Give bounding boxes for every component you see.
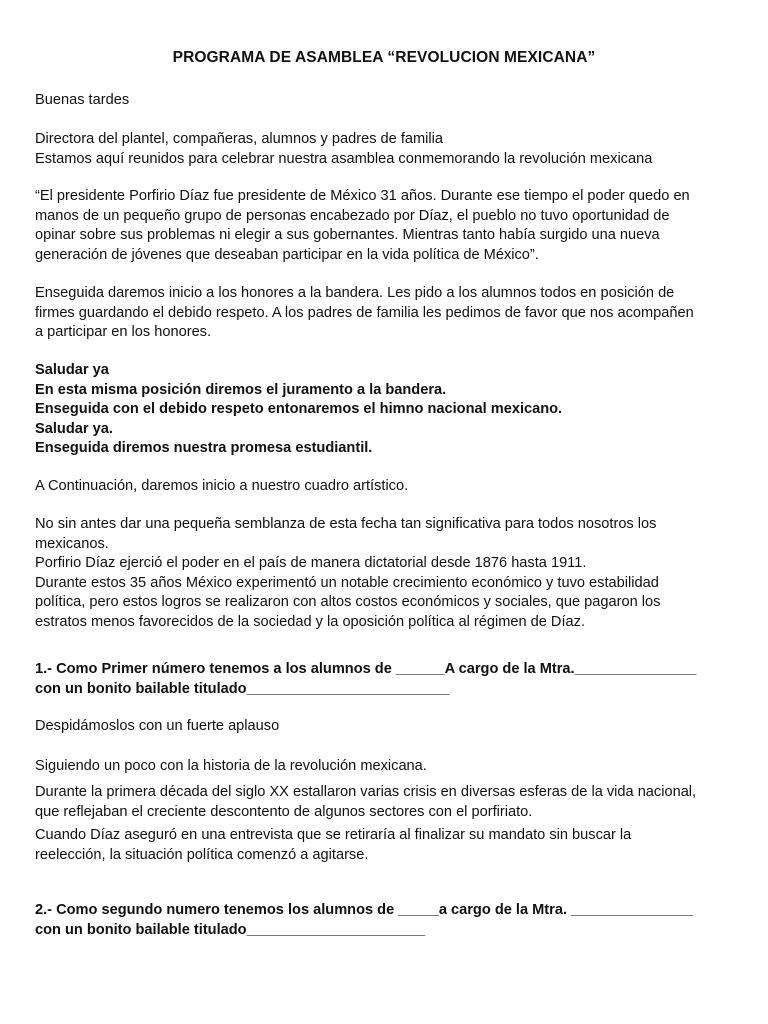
text-line: Despidámoslos con un fuerte aplauso: [35, 718, 280, 734]
text-line: Porfirio Díaz ejerció el poder en el país de manera dictatorial desde 1876 hasta 1911.: [35, 555, 587, 571]
text-line: a participar en los honores.: [35, 324, 212, 340]
semblance-paragraph: [35, 515, 735, 632]
text-line: 1.- Como Primer número tenemos a los alumnos de ______A cargo de la Mtra._______________: [35, 661, 697, 677]
text-line: firmes guardando el debido respeto. A los padres de familia les pedimos de favor que nos acompañen: [35, 304, 694, 321]
text-line: Cuando Díaz aseguró en una entrevista que se retiraría al finalizar su mandato sin buscar la: [35, 827, 632, 843]
history-paragraph-2: [35, 826, 735, 865]
greeting-line: Buenas tardes: [35, 92, 130, 108]
text-line: Directora del plantel, compañeras, alumnos y padres de familia: [35, 131, 444, 147]
command-line: Saludar ya: [35, 362, 109, 378]
honors-paragraph: [35, 284, 735, 343]
continuation-paragraph: [35, 477, 735, 497]
text-line: A Continuación, daremos inicio a nuestro cuadro artístico.: [35, 478, 409, 494]
commands-list: [35, 361, 735, 459]
command-line: En esta misma posición diremos el juramento a la bandera.: [35, 381, 447, 398]
text-line: Siguiendo un poco con la historia de la revolución mexicana.: [35, 758, 427, 774]
greeting: [35, 91, 735, 111]
text-line: “El presidente Porfirio Díaz fue presidente de México 31 años. Durante ese tiempo el poder quedo en: [35, 188, 690, 204]
text-line: política, pero estos logros se realizaron con altos costos económicos y sociales, que pagaron los: [35, 594, 661, 610]
text-line: con un bonito bailable titulado______________________: [35, 921, 426, 938]
text-line: opinar sobre sus problemas ni elegir a sus gobernantes. Mientras tanto había surgido una nueva: [35, 227, 660, 243]
text-line: generación de jóvenes que deseaban participar en la vida política de México”.: [35, 246, 539, 263]
command-line: Enseguida con el debido respeto entonaremos el himno nacional mexicano.: [35, 401, 563, 417]
history-intro: [35, 757, 735, 777]
text-line: mexicanos.: [35, 535, 109, 552]
program-number-2: [35, 901, 735, 940]
text-line: estratos menos favorecidos de la sociedad y la oposición política al régimen de Díaz.: [35, 613, 585, 630]
text-line: Enseguida daremos inicio a los honores a la bandera. Les pido a los alumnos todos en posición de: [35, 285, 675, 301]
command-line: Saludar ya.: [35, 420, 113, 437]
text-line: Durante estos 35 años México experimentó un notable crecimiento económico y tuvo estabilidad: [35, 574, 659, 591]
text-line: que reflejaban el creciente descontento de algunos sectores con el porfiriato.: [35, 803, 533, 820]
command-line: Enseguida diremos nuestra promesa estudiantil.: [35, 440, 373, 456]
text-line: No sin antes dar una pequeña semblanza de esta fecha tan significativa para todos nosotros los: [35, 516, 657, 532]
program-number-1: [35, 660, 735, 699]
page-title: PROGRAMA DE ASAMBLEA “REVOLUCION MEXICANA”: [172, 49, 596, 66]
text-line: manos de un pequeño grupo de personas encabezado por Díaz, el pueblo no tuvo oportunidad de: [35, 207, 670, 224]
intro-paragraph: [35, 130, 735, 169]
text-line: reelección, la situación política comenzó a agitarse.: [35, 846, 369, 863]
text-line: 2.- Como segundo numero tenemos los alumnos de _____a cargo de la Mtra. _______________: [35, 902, 693, 918]
quote-paragraph: [35, 187, 735, 265]
history-paragraph-1: [35, 783, 735, 822]
applause-line: [35, 717, 735, 737]
text-line: Estamos aquí reunidos para celebrar nuestra asamblea conmemorando la revolución mexicana: [35, 150, 653, 167]
text-line: con un bonito bailable titulado_________________________: [35, 680, 450, 697]
text-line: Durante la primera década del siglo XX estallaron varias crisis en diversas esferas de la vida nacional,: [35, 784, 697, 800]
